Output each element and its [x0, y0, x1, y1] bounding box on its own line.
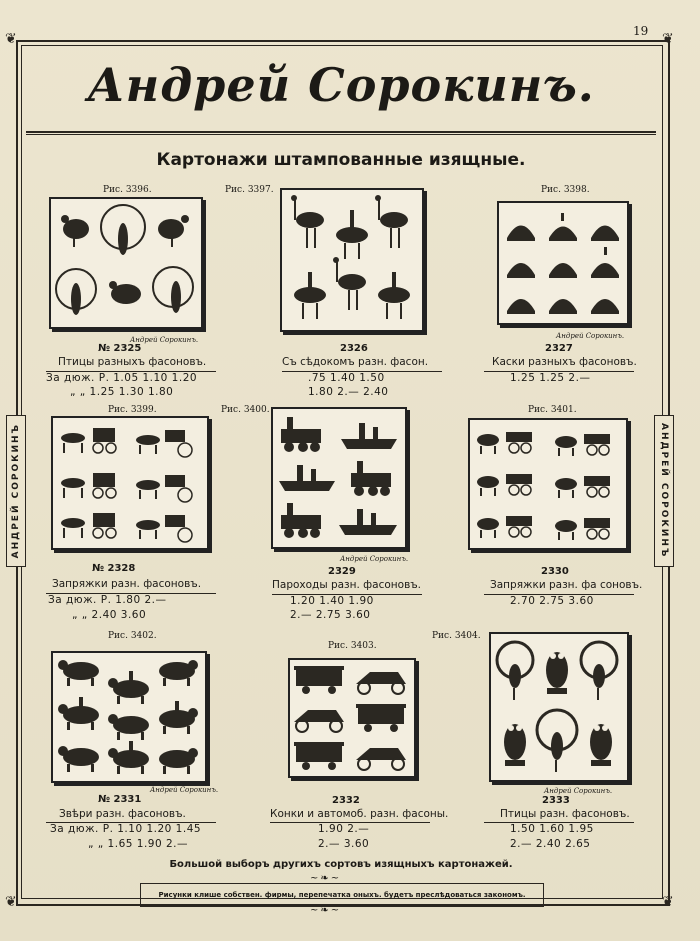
- price-row: 1.50 1.60 1.95: [510, 823, 594, 835]
- peacocks-owls-icon: [489, 632, 629, 782]
- price-row: 2.— 2.40 2.65: [510, 838, 591, 850]
- price-row: 1.25 1.25 2.—: [510, 372, 591, 384]
- price-row: „ „ 1.25 1.30 1.80: [70, 386, 174, 398]
- footer-announcement: Большой выборъ другихъ сортовъ изящныхъ картонажей.: [169, 859, 513, 870]
- page-number: 19: [633, 24, 649, 38]
- price-row: За дюж. Р. 1.10 1.20 1.45: [50, 823, 202, 835]
- item-number: 2333: [542, 795, 570, 806]
- price-row: .75 1.40 1.50: [308, 372, 385, 384]
- maker-signature: Андрей Сорокинъ.: [556, 332, 625, 340]
- copyright-note-box: [140, 883, 544, 907]
- price-row: За дюж. Р. 1.80 2.—: [48, 594, 167, 606]
- page-title: Андрей Сорокинъ.: [87, 58, 595, 112]
- item-description: Конки и автомоб. разн. фасоны.: [270, 808, 449, 820]
- price-row: 1.90 2.—: [318, 823, 370, 835]
- corner-ornament-icon: ❦: [662, 31, 674, 47]
- locomotives-steamships-icon: [271, 407, 407, 549]
- figure-label: Рис. 3398.: [541, 185, 590, 195]
- item-description: Птицы разн. фасоновъ.: [500, 808, 630, 820]
- item-description: Запряжки разн. фа соновъ.: [490, 579, 643, 591]
- figure-label: Рис. 3403.: [328, 641, 377, 651]
- figure-label: Рис. 3402.: [108, 631, 157, 641]
- item-description: Съ сѣдокомъ разн. фасон.: [282, 356, 429, 368]
- item-description: Каски разныхъ фасоновъ.: [492, 356, 637, 368]
- item-description: Птицы разныхъ фасоновъ.: [58, 356, 207, 368]
- page-subtitle: Картонажи штампованные изящные.: [156, 150, 526, 170]
- item-number: 2326: [340, 343, 368, 354]
- item-number: 2332: [332, 795, 360, 806]
- bears-riders-icon: [51, 651, 207, 783]
- item-number: № 2325: [98, 343, 142, 354]
- corner-ornament-icon: ❦: [5, 31, 17, 47]
- maker-signature: Андрей Сорокинъ.: [130, 336, 199, 344]
- price-row: „ „ 2.40 3.60: [72, 609, 147, 621]
- ostrich-camel-riders-icon: [280, 188, 424, 332]
- maker-signature: Андрей Сорокинъ.: [150, 786, 219, 794]
- goat-carts-icon: [468, 418, 628, 550]
- side-label-left: [6, 415, 26, 567]
- figure-label: Рис. 3404.: [432, 631, 481, 641]
- price-row: За дюж. Р. 1.05 1.10 1.20: [46, 372, 198, 384]
- figure-label: Рис. 3399.: [108, 405, 157, 415]
- price-row: „ „ 1.65 1.90 2.—: [88, 838, 189, 850]
- figure-label: Рис. 3397.: [225, 185, 274, 195]
- maker-signature: Андрей Сорокинъ.: [340, 555, 409, 563]
- copyright-note: Рисунки клише собствен. фирмы, перепечатка оныхъ. будетъ преслѣдоваться закономъ.: [158, 891, 526, 899]
- price-row: 1.80 2.— 2.40: [308, 386, 389, 398]
- side-label-right: [654, 415, 674, 567]
- item-description: Запряжки разн. фасоновъ.: [52, 578, 202, 590]
- figure-label: Рис. 3396.: [103, 185, 152, 195]
- price-row: 1.20 1.40 1.90: [290, 595, 374, 607]
- price-row: 2.— 2.75 3.60: [290, 609, 371, 621]
- flourish-ornament-icon: ~❧~: [310, 873, 342, 884]
- title-rule: [26, 131, 656, 133]
- item-number: 2330: [541, 566, 569, 577]
- price-row: 2.70 2.75 3.60: [510, 595, 594, 607]
- title-rule-thin: [26, 134, 656, 135]
- item-number: № 2328: [92, 563, 136, 574]
- side-label-text: АНДРЕЙ СОРОКИНЪ: [659, 423, 669, 559]
- item-description: Звѣри разн. фасоновъ.: [59, 808, 186, 820]
- corner-ornament-icon: ❦: [662, 894, 674, 910]
- item-number: 2327: [545, 343, 573, 354]
- figure-label: Рис. 3400.: [221, 405, 270, 415]
- birds-parrots-icon: [49, 197, 203, 329]
- item-description: Пароходы разн. фасоновъ.: [272, 579, 422, 591]
- horse-carriages-icon: [51, 416, 209, 550]
- item-number: № 2331: [98, 794, 142, 805]
- side-label-text: АНДРЕЙ СОРОКИНЪ: [11, 423, 21, 559]
- corner-ornament-icon: ❦: [5, 894, 17, 910]
- trams-automobiles-icon: [288, 658, 416, 778]
- maker-signature: Андрей Сорокинъ.: [544, 787, 613, 795]
- flourish-ornament-icon: ~❧~: [310, 905, 342, 916]
- helmets-icon: [497, 201, 629, 325]
- figure-label: Рис. 3401.: [528, 405, 577, 415]
- price-row: 2.— 3.60: [318, 838, 370, 850]
- item-number: 2329: [328, 566, 356, 577]
